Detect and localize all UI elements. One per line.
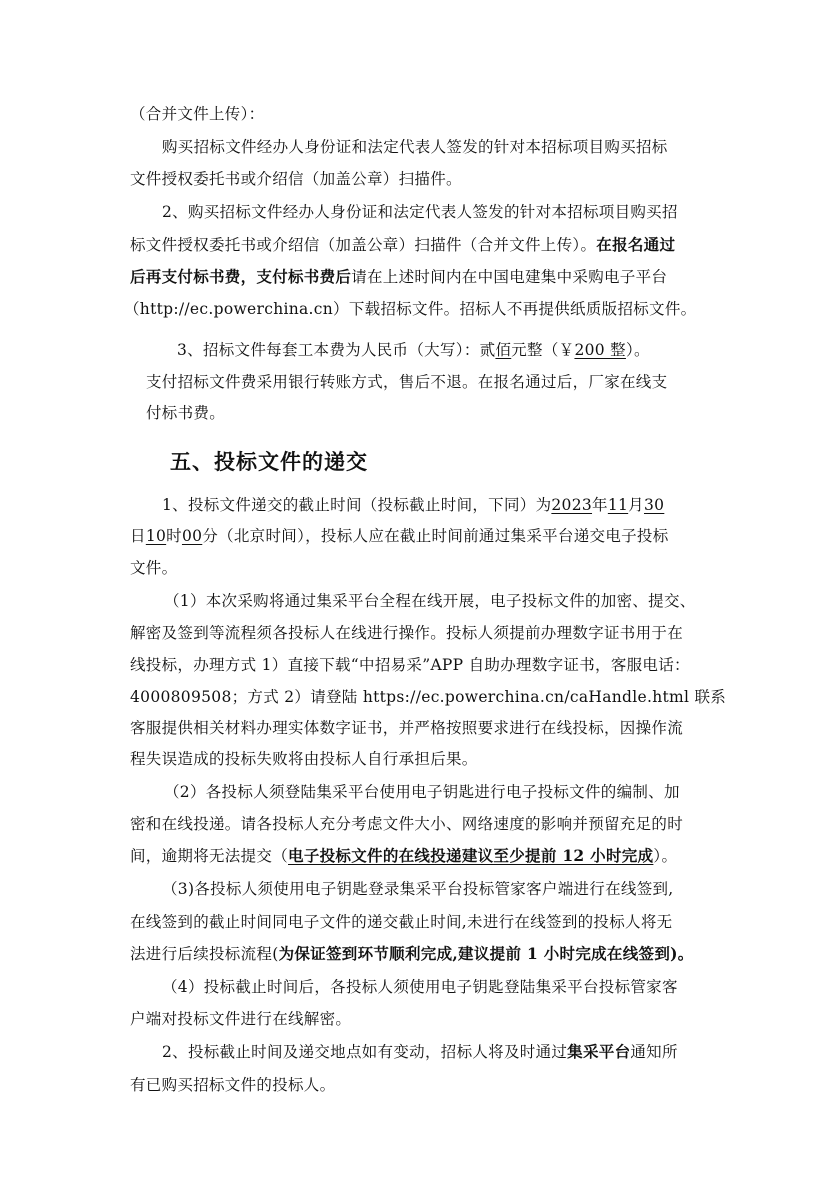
deadline-hour: 10 — [145, 527, 167, 545]
s5-p5-line-1: （4）投标截止时间后，各投标人须使用电子钥匙登陆集采平台投标管家客 — [162, 978, 678, 996]
s5-p3-line-3-text: 间，逾期将无法提交（ — [130, 847, 289, 865]
deadline-day: 30 — [643, 496, 665, 514]
s5-p6-line-1-text: 2、投标截止时间及递交地点如有变动，招标人将及时通过 — [162, 1043, 568, 1061]
intro-line-1: （合并文件上传）： — [130, 105, 265, 123]
s5-p3-line-1: （2）各投标人须登陆集采平台使用电子钥匙进行电子投标文件的编制、加 — [164, 783, 680, 801]
item2-line-3-bold: 后再支付标书费，支付标书费后 — [130, 267, 352, 286]
s5-p1-prefix: 1、投标文件递交的截止时间（投标截止时间，下同）为 — [162, 496, 552, 514]
section-heading: 五、投标文件的递交 — [170, 450, 368, 474]
s5-p1-line-2 — [130, 525, 669, 547]
deadline-year: 2023 — [551, 496, 593, 514]
item3-fee-suffix: ）。 — [625, 341, 650, 359]
s5-p2-line-4: 4000809508；方式 2）请登陆 https://ec.powerchina.cn/caHandle.html 联系 — [130, 688, 727, 706]
item3-line-1 — [177, 339, 650, 361]
s5-p6-line-1-end: 通知所 — [630, 1043, 678, 1061]
s5-p4-line-2: 在线签到的截止时间同电子文件的递交截止时间,未进行在线签到的投标人将无 — [130, 913, 673, 931]
deadline-minute: 00 — [181, 527, 203, 545]
s5-p4-line-3 — [130, 943, 694, 965]
s5-p1-line-3: 文件。 — [130, 559, 178, 577]
item3-fee-mid: 元整（￥ — [511, 341, 575, 359]
s5-p3-highlight: 电子投标文件的在线投递建议至少提前 12 小时完成 — [288, 846, 654, 865]
s5-p3-line-2: 密和在线投递。请各投标人充分考虑文件大小、网络速度的影响并预留充足的时 — [130, 815, 684, 833]
intro-line-3: 文件授权委托书或介绍信（加盖公章）扫描件。 — [130, 170, 462, 188]
s5-p3-line-3-end: ）。 — [653, 847, 678, 865]
s5-p2-line-3: 线投标，办理方式 1）直接下载“中招易采”APP 自助办理数字证书，客服电话： — [130, 656, 690, 674]
deadline-month: 11 — [607, 496, 629, 514]
s5-p2-line-1: （1）本次采购将通过集采平台全程在线开展，电子投标文件的加密、提交、 — [164, 592, 696, 610]
s5-p6-highlight: 集采平台 — [567, 1042, 631, 1061]
item2-line-4: （http://ec.powerchina.cn）下载招标文件。招标人不再提供纸质版招标文件。 — [124, 300, 697, 318]
item3-fee-prefix: 3、招标文件每套工本费为人民币（大写）：贰 — [177, 341, 496, 359]
s5-p2-line-6: 程失误造成的投标失败将由投标人自行承担后果。 — [130, 750, 478, 768]
intro-line-2: 购买招标文件经办人身份证和法定代表人签发的针对本招标项目购买招标 — [162, 138, 668, 156]
s5-p4-line-3-text: 法进行后续投标流程( — [130, 945, 279, 963]
deadline-month-unit: 月 — [628, 496, 644, 514]
s5-p2-line-5: 客服提供相关材料办理实体数字证书，并严格按照要求进行在线投标，因操作流 — [130, 719, 684, 737]
deadline-year-unit: 年 — [592, 496, 608, 514]
s5-p6-line-2: 有已购买招标文件的投标人。 — [130, 1076, 336, 1094]
s5-p2-line-2: 解密及签到等流程须各投标人在线进行操作。投标人须提前办理数字证书用于在 — [130, 624, 684, 642]
s5-p5-line-2: 户端对投标文件进行在线解密。 — [130, 1010, 352, 1028]
s5-p3-line-3 — [130, 845, 677, 867]
item2-line-3 — [130, 266, 667, 288]
item2-line-3-text: 请在上述时间内在中国电建集中采购电子平台 — [351, 268, 668, 286]
item2-line-2 — [130, 234, 675, 256]
item3-fee-amount-number: 200 整 — [574, 341, 626, 359]
s5-p4-line-1: （3)各投标人须使用电子钥匙登录集采平台投标管家客户端进行在线签到, — [162, 880, 674, 898]
s5-p1-line-2-rest: 分（北京时间），投标人应在截止时间前通过集采平台递交电子投标 — [202, 527, 669, 545]
item2-line-1: 2、购买招标文件经办人身份证和法定代表人签发的针对本招标项目购买招 — [162, 203, 678, 221]
s5-p6-line-1 — [162, 1041, 678, 1063]
deadline-day-unit: 日 — [130, 527, 146, 545]
item3-fee-amount-word: 佰 — [495, 341, 512, 359]
item3-line-3: 付标书费。 — [146, 404, 226, 422]
deadline-hour-unit: 时 — [166, 527, 182, 545]
item2-line-2-text: 标文件授权委托书或介绍信（加盖公章）扫描件（合并文件上传）。 — [130, 236, 597, 254]
s5-p1-line-1 — [162, 494, 664, 516]
item3-line-2: 支付招标文件费采用银行转账方式，售后不退。在报名通过后，厂家在线支 — [146, 373, 668, 391]
item2-line-2-bold: 在报名通过 — [596, 235, 676, 254]
s5-p4-highlight: 为保证签到环节顺利完成,建议提前 1 小时完成在线签到)。 — [278, 944, 694, 963]
